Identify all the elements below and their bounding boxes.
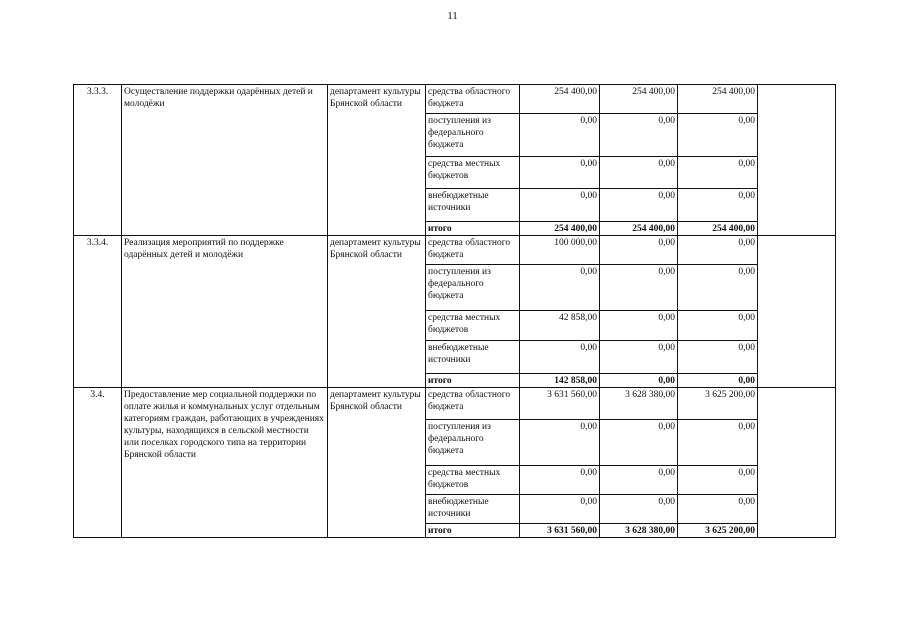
amount-year-1: 254 400,00: [520, 85, 600, 114]
item-number: 3.3.4.: [74, 236, 122, 388]
amount-year-1: 3 631 560,00: [520, 388, 600, 420]
amount-year-1: 142 858,00: [520, 374, 600, 388]
funding-source: средства местных бюджетов: [426, 466, 520, 495]
funding-source: внебюджетные источники: [426, 495, 520, 524]
amount-year-3: 0,00: [678, 420, 758, 466]
item-responsible: департамент культуры Брянской области: [328, 85, 426, 236]
amount-year-3: 0,00: [678, 341, 758, 374]
empty-cell: [758, 85, 836, 236]
amount-year-2: 0,00: [600, 189, 678, 222]
budget-table: [73, 84, 836, 538]
amount-year-3: 3 625 200,00: [678, 524, 758, 538]
amount-year-2: 254 400,00: [600, 85, 678, 114]
amount-year-2: 254 400,00: [600, 222, 678, 236]
amount-year-2: 0,00: [600, 157, 678, 189]
amount-year-1: 0,00: [520, 495, 600, 524]
item-name: Осуществление поддержки одарённых детей и молодёжи: [122, 85, 328, 236]
funding-source: средства местных бюджетов: [426, 311, 520, 341]
amount-year-2: 0,00: [600, 420, 678, 466]
funding-source: средства местных бюджетов: [426, 157, 520, 189]
amount-year-3: 0,00: [678, 495, 758, 524]
funding-source: поступления из федерального бюджета: [426, 265, 520, 311]
amount-year-1: 254 400,00: [520, 222, 600, 236]
funding-source: средства областного бюджета: [426, 388, 520, 420]
amount-year-3: 0,00: [678, 374, 758, 388]
amount-year-3: 0,00: [678, 311, 758, 341]
amount-year-3: 254 400,00: [678, 85, 758, 114]
empty-cell: [758, 236, 836, 388]
amount-year-2: 0,00: [600, 311, 678, 341]
item-name: Реализация мероприятий по поддержке одарённых детей и молодёжи: [122, 236, 328, 388]
page-number: 11: [447, 10, 458, 22]
amount-year-2: 0,00: [600, 114, 678, 157]
item-responsible: департамент культуры Брянской области: [328, 236, 426, 388]
table-row: [74, 388, 836, 420]
amount-year-1: 42 858,00: [520, 311, 600, 341]
amount-year-2: 0,00: [600, 374, 678, 388]
amount-year-3: 0,00: [678, 114, 758, 157]
table-row: [74, 85, 836, 114]
amount-year-2: 0,00: [600, 495, 678, 524]
funding-source: итого: [426, 374, 520, 388]
item-number: 3.4.: [74, 388, 122, 538]
empty-cell: [758, 388, 836, 538]
amount-year-2: 0,00: [600, 466, 678, 495]
amount-year-1: 0,00: [520, 265, 600, 311]
funding-source: внебюджетные источники: [426, 189, 520, 222]
amount-year-3: 254 400,00: [678, 222, 758, 236]
funding-source: поступления из федерального бюджета: [426, 114, 520, 157]
table-row: [74, 236, 836, 265]
item-name: Предоставление мер социальной поддержки по оплате жилья и коммунальных услуг отдельным категориям граждан, работающих в учреждениях культуры, находящихся в сельской местности или поселках городского типа на территории Брянской области: [122, 388, 328, 538]
funding-source: средства областного бюджета: [426, 236, 520, 265]
amount-year-3: 0,00: [678, 265, 758, 311]
amount-year-1: 0,00: [520, 157, 600, 189]
amount-year-3: 3 625 200,00: [678, 388, 758, 420]
funding-source: средства областного бюджета: [426, 85, 520, 114]
funding-source: итого: [426, 222, 520, 236]
amount-year-1: 3 631 560,00: [520, 524, 600, 538]
amount-year-1: 100 000,00: [520, 236, 600, 265]
amount-year-3: 0,00: [678, 189, 758, 222]
amount-year-1: 0,00: [520, 466, 600, 495]
funding-source: поступления из федерального бюджета: [426, 420, 520, 466]
amount-year-1: 0,00: [520, 341, 600, 374]
amount-year-2: 0,00: [600, 265, 678, 311]
funding-source: итого: [426, 524, 520, 538]
amount-year-1: 0,00: [520, 420, 600, 466]
amount-year-3: 0,00: [678, 236, 758, 265]
amount-year-2: 0,00: [600, 236, 678, 265]
amount-year-3: 0,00: [678, 157, 758, 189]
item-responsible: департамент культуры Брянской области: [328, 388, 426, 538]
amount-year-3: 0,00: [678, 466, 758, 495]
amount-year-2: 3 628 380,00: [600, 388, 678, 420]
amount-year-1: 0,00: [520, 189, 600, 222]
amount-year-1: 0,00: [520, 114, 600, 157]
item-number: 3.3.3.: [74, 85, 122, 236]
amount-year-2: 0,00: [600, 341, 678, 374]
funding-source: внебюджетные источники: [426, 341, 520, 374]
amount-year-2: 3 628 380,00: [600, 524, 678, 538]
